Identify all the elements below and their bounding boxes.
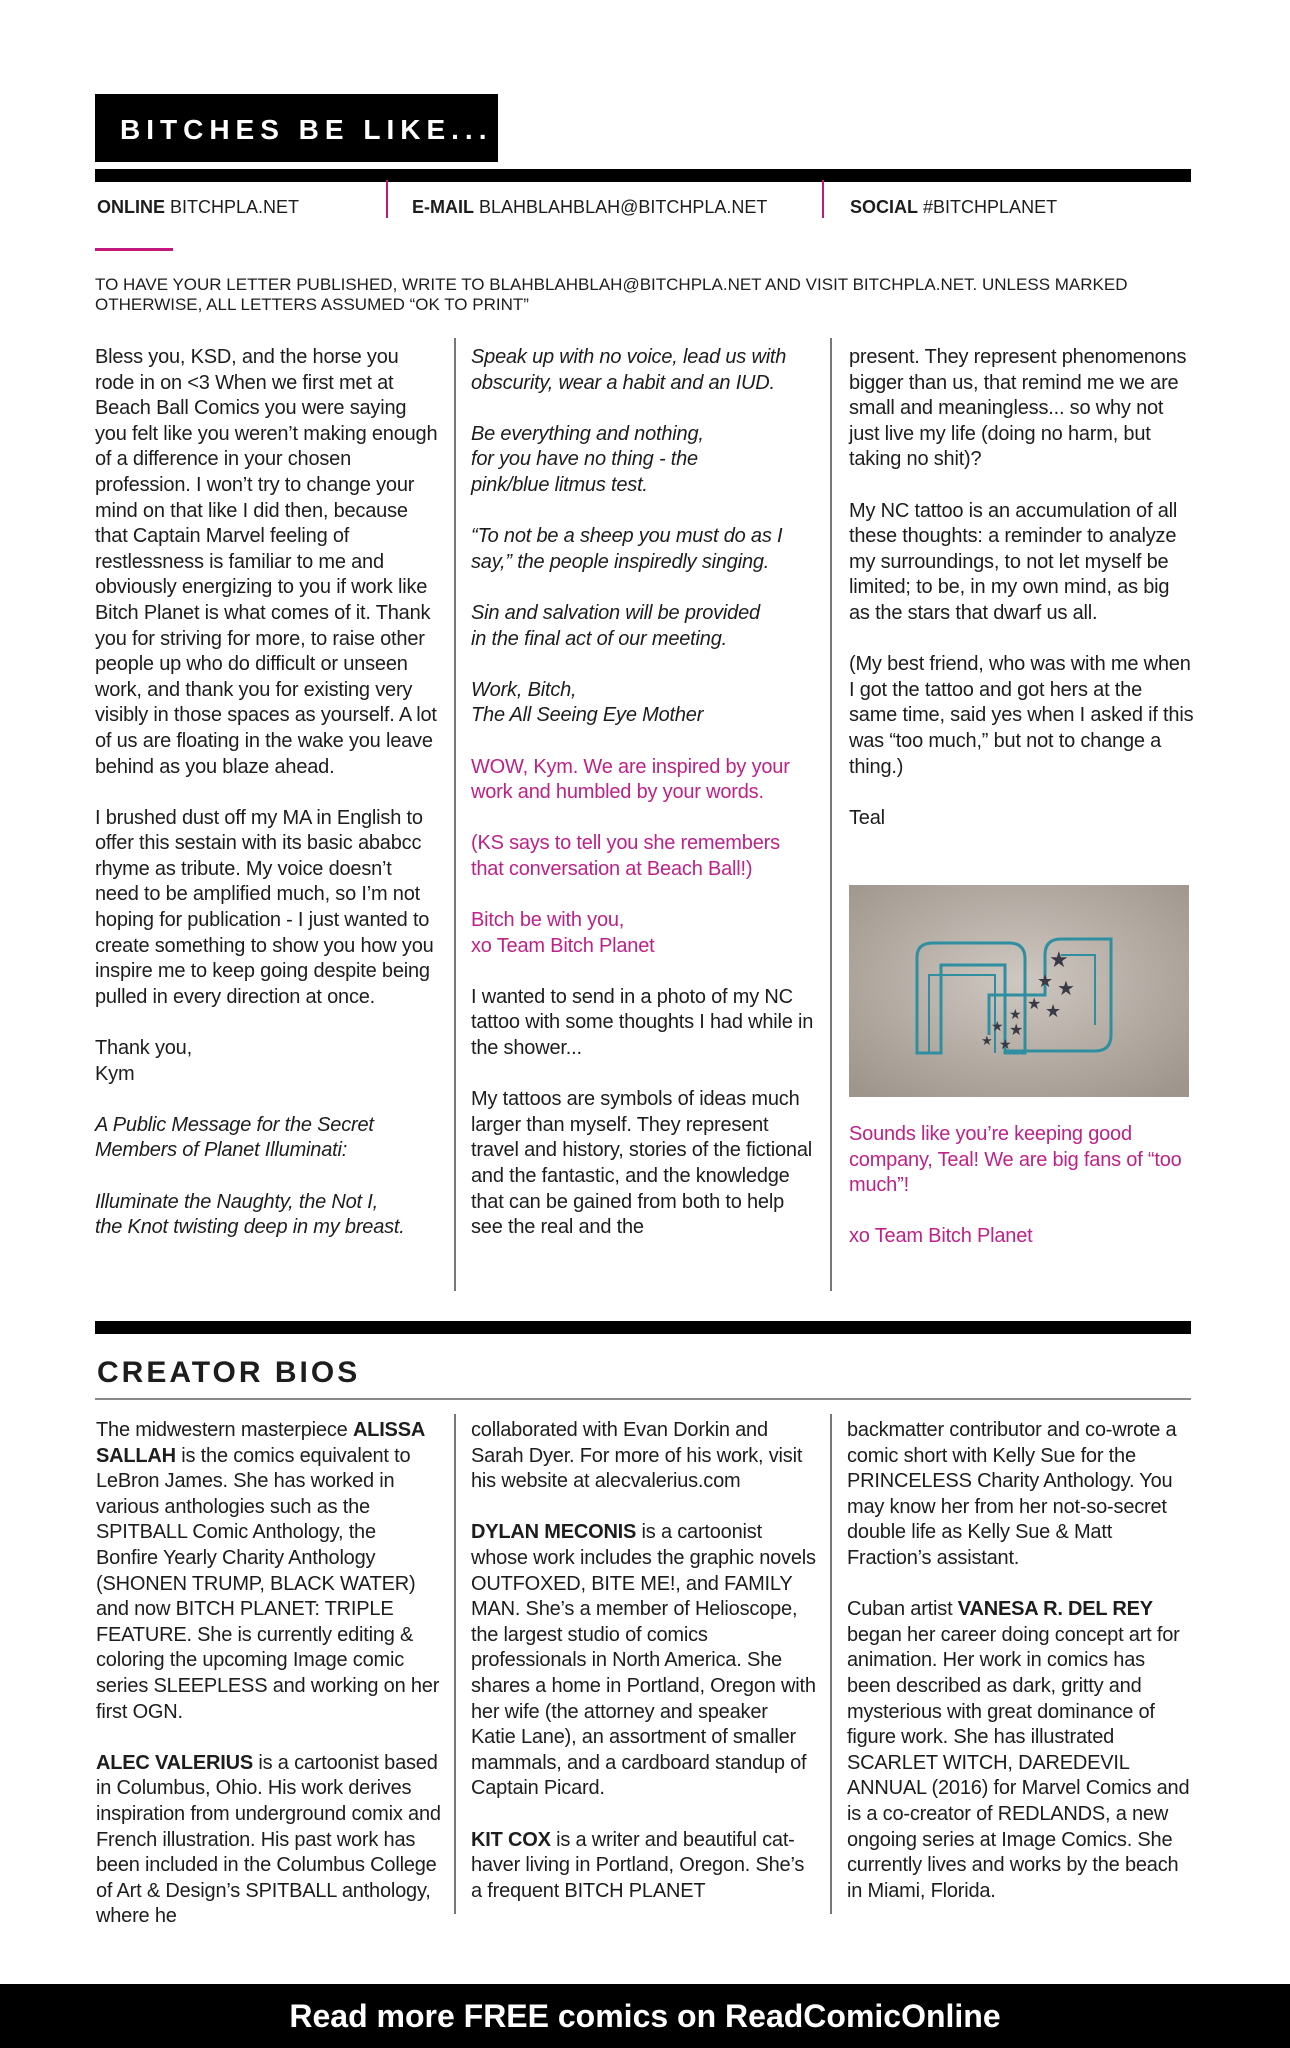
poem-stanza <box>471 524 816 575</box>
column-separator <box>830 1414 832 1914</box>
creator-name: KIT COX <box>471 1828 551 1851</box>
bio-alissa <box>96 1418 441 1725</box>
poem-line: A Public Message for the Secret <box>95 1113 374 1136</box>
creator-name: DYLAN MECONIS <box>471 1521 637 1544</box>
svg-text:★: ★ <box>1049 948 1069 973</box>
poem-line: Be everything and nothing, <box>471 422 704 445</box>
signoff-line: Thank you, <box>95 1037 192 1060</box>
editor-reply: Sounds like you’re keeping good company, Teal! We are big fans of “too much”! <box>849 1123 1182 1197</box>
letter-paragraph: (My best friend, who was with me when I got the tattoo and got hers at the same time, said yes when I asked if this was “too much,” but not to change a thing.) <box>849 653 1194 778</box>
creator-name: VANESA R. DEL REY <box>957 1598 1153 1621</box>
bio-kit <box>471 1828 816 1905</box>
online-label: ONLINE <box>97 197 166 217</box>
email-label: E-MAIL <box>412 197 474 217</box>
svg-text:★: ★ <box>1009 1007 1022 1023</box>
section-title: BITCHES BE LIKE... <box>95 94 498 162</box>
contact-divider <box>822 180 824 218</box>
bios-heading: CREATOR BIOS <box>97 1356 361 1389</box>
editor-reply: WOW, Kym. We are inspired by your work and humbled by your words. <box>471 755 790 804</box>
bio-text: Cuban artist <box>847 1598 958 1621</box>
signoff-line: Bitch be with you, <box>471 909 625 932</box>
social-hashtag[interactable]: #BITCHPLANET <box>923 197 1058 217</box>
signoff-line: xo Team Bitch Planet <box>471 934 655 957</box>
submission-instructions: TO HAVE YOUR LETTER PUBLISHED, WRITE TO BLAHBLAHBLAH@BITCHPLA.NET AND VISIT BITCHPLA.NET. UNLESS MARKED OTHERWISE, ALL LETTERS ASSUMED “OK TO PRINT” <box>95 275 1128 314</box>
poem-line: say,” the people inspiredly singing. <box>471 550 770 573</box>
bio-dylan <box>471 1520 816 1802</box>
letter-signoff <box>95 1036 440 1087</box>
column-separator <box>454 1414 456 1914</box>
contact-divider <box>386 180 388 218</box>
bio-vanesa <box>847 1597 1192 1904</box>
svg-text:★: ★ <box>1057 976 1075 1000</box>
editor-reply: (KS says to tell you she remembers that conversation at Beach Ball!) <box>471 832 780 880</box>
bios-underline <box>95 1398 1191 1400</box>
letters-column-1 <box>95 345 440 1241</box>
bio-text: is a writer and beautiful cat-haver living in Portland, Oregon. She’s a frequent BITCH PLANET <box>471 1828 805 1902</box>
tattoo-photo <box>849 885 1189 1097</box>
svg-text:★: ★ <box>1037 971 1054 992</box>
creator-name: ALISSA SALLAH <box>96 1419 425 1467</box>
bio-alec-cont: collaborated with Evan Dorkin and Sarah Dyer. For more of his work, visit his website at alecvalerius.com <box>471 1419 803 1493</box>
bio-text: is a cartoonist whose work includes the graphic novels OUTFOXED, BITE ME!, and FAMILY MAN. She’s a member of Helioscope, the largest studio of comics professionals in North America. She shares a home in Portland, Oregon with her wife (the attorney and speaker Katie Lane), an assortment of smaller mammals, and a cardboard standup of Captain Picard. <box>471 1521 816 1800</box>
svg-text:★: ★ <box>981 1034 993 1049</box>
top-rule <box>95 169 1191 182</box>
bios-column-2 <box>471 1418 816 1904</box>
nc-tattoo-image <box>849 885 1189 1097</box>
letter-signature: Teal <box>849 806 885 829</box>
online-contact <box>97 197 299 218</box>
letter-paragraph: I brushed dust off my MA in English to offer this sestain with its basic ababcc rhyme as tribute. My voice doesn’t need to be amplified much, so I’m not hoping for publication - I just wanted to create something to show you how you inspire me to keep going despite being pulled in every direction at once. <box>95 806 434 1008</box>
poem-line: “To not be a sheep you must do as I <box>471 525 783 548</box>
email-link[interactable]: BLAHBLAHBLAH@BITCHPLA.NET <box>479 197 768 217</box>
bios-rule <box>95 1321 1191 1334</box>
signature-line: Work, Bitch, <box>471 678 577 701</box>
poem-line: Illuminate the Naughty, the Not I, <box>95 1190 378 1213</box>
poem-stanza <box>471 601 816 652</box>
svg-text:★: ★ <box>991 1019 1004 1035</box>
email-contact <box>412 197 767 218</box>
letters-column-2 <box>471 345 816 1241</box>
poem-line: Sin and salvation will be provided <box>471 601 760 624</box>
poem-line: for you have no thing - the <box>471 448 698 471</box>
letters-column-3 <box>849 345 1194 831</box>
editor-signoff <box>471 908 816 959</box>
poem-stanza <box>471 422 816 499</box>
bios-column-3 <box>847 1418 1192 1904</box>
svg-text:★: ★ <box>1027 994 1042 1013</box>
svg-text:★: ★ <box>1045 1001 1062 1022</box>
accent-dash <box>95 248 173 251</box>
letter-paragraph: I wanted to send in a photo of my NC tattoo with some thoughts I had while in the shower... <box>471 985 814 1060</box>
letter-paragraph: My NC tattoo is an accumulation of all these thoughts: a reminder to analyze my surroundings, to not let myself be limited; to be, in my own mind, as big as the stars that dwarf us all. <box>849 499 1178 624</box>
poem-line: in the final act of our meeting. <box>471 627 727 650</box>
bio-text: is a cartoonist based in Columbus, Ohio. His work derives inspiration from underground comix and French illustration. His past work has been included in the Columbus College of Art & Design’s SPITBALL anthology, where he <box>96 1751 441 1928</box>
footer-banner[interactable]: Read more FREE comics on ReadComicOnline <box>0 1984 1290 2048</box>
poem-line: the Knot twisting deep in my breast. <box>95 1216 405 1239</box>
poem-signature <box>471 678 816 729</box>
svg-text:★: ★ <box>999 1037 1012 1053</box>
letter-paragraph: My tattoos are symbols of ideas much larger than myself. They represent travel and history, stories of the fictional and the fantastic, and the knowledge that can be gained from both to help see the real and the <box>471 1088 812 1239</box>
signoff-name: Kym <box>95 1062 135 1085</box>
bio-alec <box>96 1751 441 1930</box>
poem-line: obscurity, wear a habit and an IUD. <box>471 371 775 394</box>
bio-text: The midwestern masterpiece <box>96 1419 353 1441</box>
social-contact <box>850 197 1057 218</box>
bios-column-1 <box>96 1418 441 1930</box>
poem-heading <box>95 1113 440 1164</box>
bio-kit-cont: backmatter contributor and co-wrote a comic short with Kelly Sue for the PRINCELESS Charity Anthology. You may know her from her not-so-secret double life as Kelly Sue & Matt Fraction’s assistant. <box>847 1419 1177 1569</box>
social-label: SOCIAL <box>850 197 919 217</box>
bio-text: began her career doing concept art for animation. Her work in comics has been described as dark, gritty and mysterious with great dominance of figure work. She has illustrated SCARLET WITCH, DAREDEVIL ANNUAL (2016) for Marvel Comics and is a co-creator of REDLANDS, a new ongoing series at Image Comics. She currently lives and works by the beach in Miami, Florida. <box>847 1623 1190 1902</box>
letter-paragraph: present. They represent phenomenons bigger than us, that remind me we are small and meaningless... so why not just live my life (doing no harm, but taking no shit)? <box>849 346 1187 471</box>
bio-text: is the comics equivalent to LeBron James. She has worked in various anthologies such as the SPITBALL Comic Anthology, the Bonfire Yearly Charity Anthology (SHONEN TRUMP, BLACK WATER) and now BITCH PLANET: TRIPLE FEATURE. She is currently editing & coloring the upcoming Image comic series SLEEPLESS and working on her first OGN. <box>96 1444 440 1723</box>
creator-name: ALEC VALERIUS <box>96 1751 254 1774</box>
poem-stanza <box>95 1190 440 1241</box>
poem-line: Speak up with no voice, lead us with <box>471 346 787 368</box>
signature-line: The All Seeing Eye Mother <box>471 704 704 727</box>
column-separator <box>454 338 456 1291</box>
editor-signoff: xo Team Bitch Planet <box>849 1225 1033 1248</box>
poem-line: Members of Planet Illuminati: <box>95 1139 348 1162</box>
column-separator <box>830 338 832 1291</box>
letter-paragraph: Bless you, KSD, and the horse you rode in on <3 When we first met at Beach Ball Comics you were saying you felt like you weren’t making enough of a difference in your chosen profession. I won’t try to change your mind on that like I did then, because that Captain Marvel feeling of restlessness is familiar to me and obviously energizing to you if work like Bitch Planet is what comes of it. Thank you for striving for more, to raise other people up who do difficult or unseen work, and thank you for existing very visibly in those spaces as yourself. A lot of us are floating in the wake you leave behind as you blaze ahead. <box>95 346 438 778</box>
letters-column-3-reply <box>849 1122 1194 1250</box>
svg-text:★: ★ <box>1009 1020 1024 1039</box>
poem-stanza <box>471 345 816 396</box>
online-link[interactable]: BITCHPLA.NET <box>170 197 300 217</box>
poem-line: pink/blue litmus test. <box>471 473 648 496</box>
